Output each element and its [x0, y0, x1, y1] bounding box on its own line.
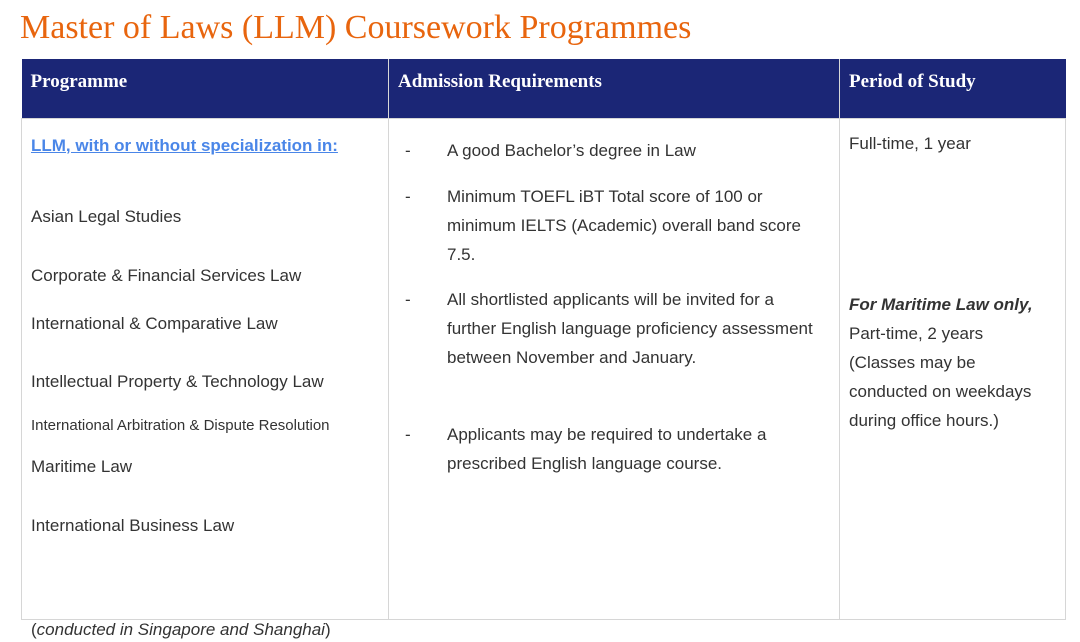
classes-note: (Classes may be conducted on weekdays during office hours.)	[849, 352, 1032, 430]
requirement-item	[389, 420, 829, 478]
table-row	[22, 118, 1066, 620]
programme-item-maritime-law: Maritime Law	[31, 456, 133, 476]
note-close-paren: )	[324, 619, 331, 639]
table-header-row	[22, 59, 1066, 118]
requirement-item	[389, 182, 829, 269]
note-open-paren: (	[31, 619, 37, 639]
part-time-period: Part-time, 2 years	[849, 323, 984, 343]
programmes-table	[21, 59, 1066, 639]
programme-cell	[22, 118, 389, 639]
programme-item-corporate-financial: Corporate & Financial Services Law	[31, 265, 302, 285]
dash-bullet: -	[405, 186, 411, 206]
requirement-text: Applicants may be required to undertake a prescribed English language course.	[447, 424, 767, 473]
header-period-of-study: Period of Study	[840, 59, 1066, 118]
page-title: Master of Laws (LLM) Coursework Programmes	[20, 9, 692, 46]
dash-bullet: -	[405, 140, 411, 160]
requirement-text: A good Bachelor’s degree in Law	[447, 140, 696, 160]
requirement-item	[389, 285, 829, 372]
header-admission-requirements: Admission Requirements	[389, 59, 840, 118]
programme-item-arbitration: International Arbitration & Dispute Resolution	[31, 416, 330, 434]
programme-item-ip-technology: Intellectual Property & Technology Law	[31, 371, 324, 391]
period-cell	[840, 118, 1066, 620]
programme-item-international-business: International Business Law	[31, 515, 235, 535]
header-programme: Programme	[22, 59, 389, 118]
requirements-cell	[389, 118, 840, 620]
part-time-block	[849, 290, 1054, 435]
full-time-period: Full-time, 1 year	[849, 133, 971, 153]
maritime-law-note: For Maritime Law only,	[849, 294, 1033, 314]
note-text: conducted in Singapore and Shanghai	[36, 619, 325, 639]
dash-bullet: -	[405, 424, 411, 444]
requirement-text: Minimum TOEFL iBT Total score of 100 or minimum IELTS (Academic) overall band score 7.5.	[447, 186, 801, 264]
llm-specialization-link[interactable]: LLM, with or without specialization in:	[31, 135, 338, 155]
requirement-item	[389, 136, 829, 165]
requirement-text: All shortlisted applicants will be invited for a further English language proficiency assessment between November and January.	[447, 289, 813, 367]
programme-item-asian-legal-studies: Asian Legal Studies	[31, 206, 182, 226]
programme-location-note	[31, 618, 331, 642]
dash-bullet: -	[405, 289, 411, 309]
programme-item-international-comparative: International & Comparative Law	[31, 313, 278, 333]
